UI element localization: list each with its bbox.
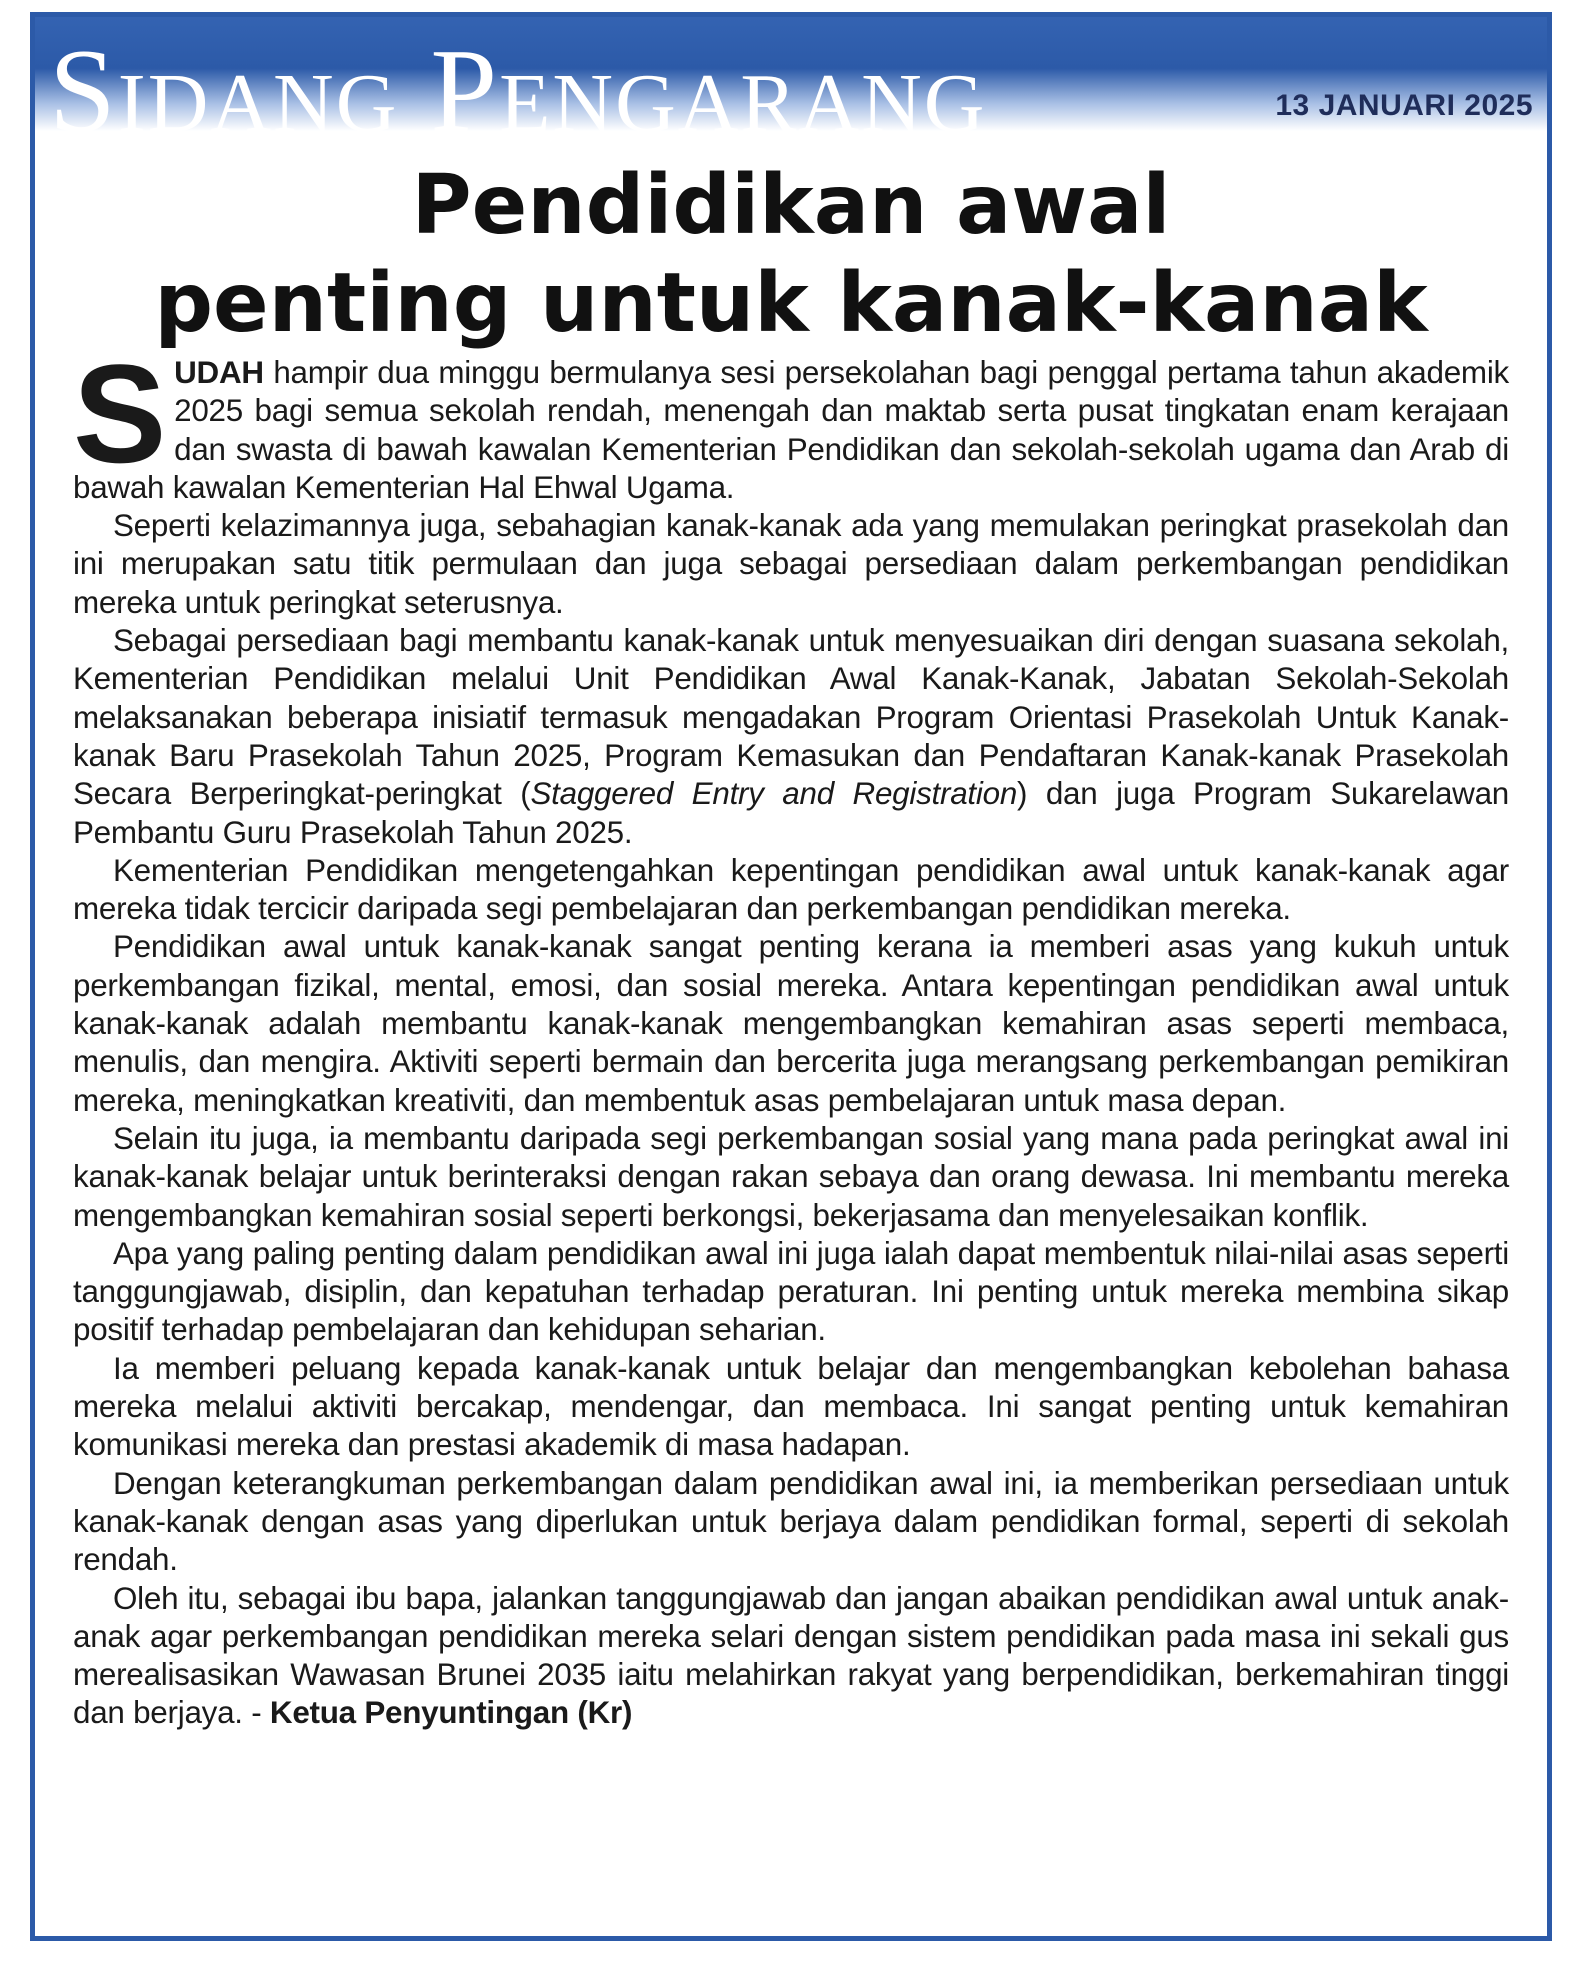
paragraph-1 <box>73 335 1509 507</box>
lead-word: UDAH <box>174 355 264 390</box>
paragraph-8: Ia memberi peluang kepada kanak-kanak untuk belajar dan mengembangkan kebolehan bahasa mereka melalui aktiviti bercakap, mendengar, dan membaca. Ini sangat penting untuk kemahiran komunikasi mereka dan prestasi akademik di masa hadapan. <box>73 1350 1509 1463</box>
paragraph-2: Seperti kelazimannya juga, sebahagian kanak-kanak ada yang memulakan peringkat prasekolah dan ini merupakan satu titik permulaan dan juga sebagai persediaan dalam perkembangan pendidikan mereka untuk peringkat seterusnya. <box>73 508 1509 620</box>
signature: Ketua Penyuntingan (Kr) <box>269 1695 633 1731</box>
issue-date: 13 JANUARI 2025 <box>1275 89 1533 122</box>
paragraph-1-text: hampir dua minggu bermulanya sesi persekolahan bagi penggal pertama tahun akademik 2025 bagi semua sekolah rendah, menengah dan maktab serta pusat tingkatan enam kerajaan dan swasta di bawah kawalan Kementerian Pendidikan dan sekolah-sekolah ugama dan Arab di bawah kawalan Kementerian Hal Ehwal Ugama. <box>73 355 1509 505</box>
paragraph-6: Selain itu juga, ia membantu daripada segi perkembangan sosial yang mana pada peringkat awal ini kanak-kanak belajar untuk berinteraksi dengan rakan sebaya dan orang dewasa. Ini membantu mereka mengembangkan kemahiran sosial seperti berkongsi, bekerjasama dan menyelesaikan konflik. <box>73 1120 1509 1233</box>
paragraph-10 <box>73 1580 1509 1733</box>
paragraph-5: Pendidikan awal untuk kanak-kanak sangat penting kerana ia memberi asas yang kukuh untuk perkembangan fizikal, mental, emosi, dan sosial mereka. Antara kepentingan pendidikan awal untuk kanak-kanak adalah membantu kanak-kanak mengembangkan kemahiran asas seperti membaca, menulis, dan mengira. Aktiviti seperti bermain dan bercerita juga merangsang perkembangan pemikiran mereka, meningkatkan kreativiti, dan membentuk asas pembelajaran untuk masa depan. <box>73 929 1509 1118</box>
paragraph-9: Dengan keterangkuman perkembangan dalam pendidikan awal ini, ia memberikan persediaan untuk kanak-kanak dengan asas yang diperlukan untuk berjaya dalam pendidikan formal, seperti di sekolah rendah. <box>73 1465 1509 1578</box>
paragraph-3 <box>73 622 1509 852</box>
section-title: Sidang Pengarang <box>49 24 987 131</box>
article-body <box>73 335 1509 1733</box>
headline-line-1: Pendidikan awal <box>411 158 1171 253</box>
paragraph-3-text-b: ) dan juga Program Sukarelawan Pembantu Guru Prasekolah Tahun 2025. <box>73 776 1509 850</box>
paragraph-3-text-a: Sebagai persediaan bagi membantu kanak-kanak untuk menyesuaikan diri dengan suasana sekolah, Kementerian Pendidikan melalui Unit Pendidikan Awal Kanak-Kanak, Jabatan Sekolah-Sekolah melaksanakan beberapa inisiatif termasuk mengadakan Program Orientasi Prasekolah Untuk Kanak-kanak Baru Prasekolah Tahun 2025, Program Kemasukan dan Pendaftaran Kanak-kanak Prasekolah Secara Berperingkat-peringkat ( <box>73 623 1509 812</box>
paragraph-4: Kementerian Pendidikan mengetengahkan kepentingan pendidikan awal untuk kanak-kanak agar mereka tidak tercicir daripada segi pembelajaran dan perkembangan pendidikan mereka. <box>73 852 1509 927</box>
paragraph-7: Apa yang paling penting dalam pendidikan awal ini juga ialah dapat membentuk nilai-nilai asas seperti tanggungjawab, disiplin, dan kepatuhan terhadap peraturan. Ini penting untuk mereka membina sikap positif terhadap pembelajaran dan kehidupan seharian. <box>73 1235 1509 1348</box>
drop-cap: S <box>73 335 167 492</box>
headline-line-2: penting untuk kanak-kanak <box>154 256 1428 351</box>
editorial-frame <box>30 12 1552 1941</box>
headline <box>35 157 1547 353</box>
paragraph-3-italic: Staggered Entry and Registration <box>530 776 1018 812</box>
masthead-band <box>35 17 1547 131</box>
paragraph-10-text: Oleh itu, sebagai ibu bapa, jalankan tanggungjawab dan jangan abaikan pendidikan awal untuk anak-anak agar perkembangan pendidikan mereka selari dengan sistem pendidikan pada masa ini sekali gus merealisasikan Wawasan Brunei 2035 iaitu melahirkan rakyat yang berpendidikan, berkemahiran tinggi dan berjaya. - <box>73 1580 1509 1731</box>
